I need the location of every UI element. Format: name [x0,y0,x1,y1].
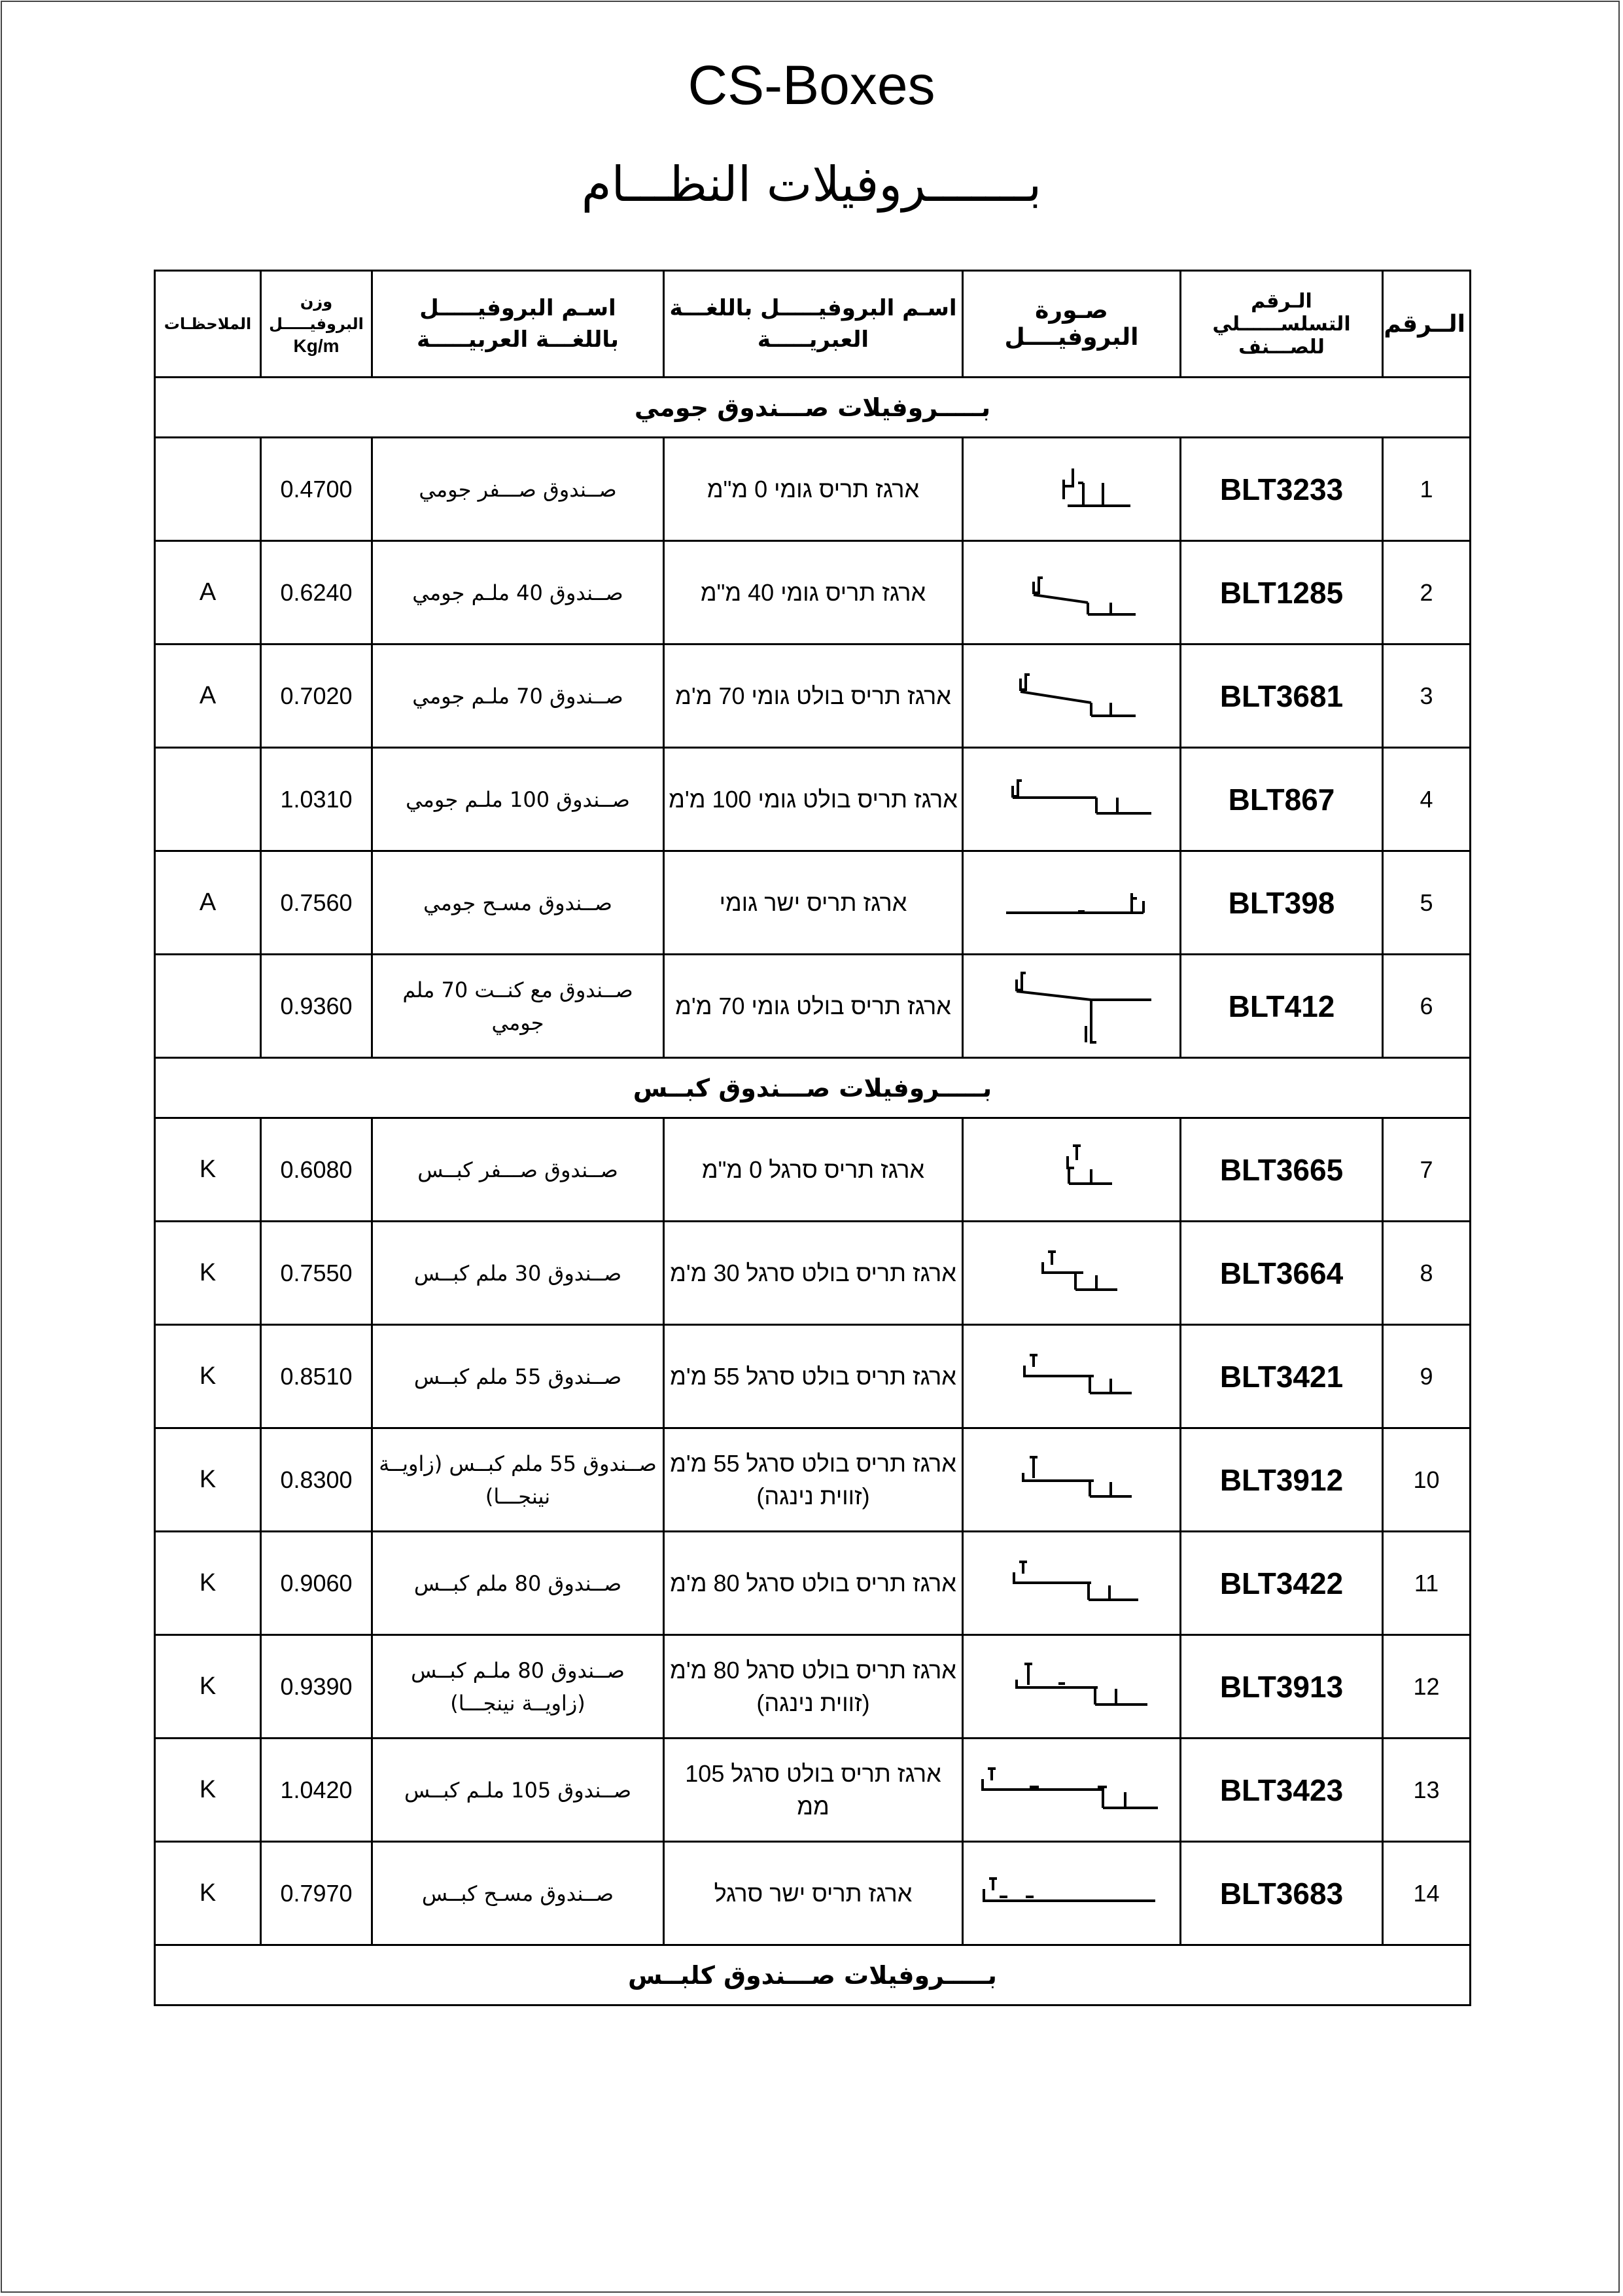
cell-catalog-number: BLT867 [1181,748,1383,851]
cell-notes: K [155,1428,261,1532]
cell-arabic-name: صــندوق صـــفر كبــس [372,1118,664,1222]
cell-number: 13 [1383,1739,1471,1842]
cell-hebrew-name: ארגז תריס בולט סרגל 55 מ'מ (זווית נינגה) [664,1428,963,1532]
cell-arabic-name: صــندوق 105 ملـم كبــس [372,1739,664,1842]
cell-catalog-number: BLT3233 [1181,438,1383,541]
header-weight-unit: Kg/m [293,336,340,356]
cell-catalog-number: BLT3912 [1181,1428,1383,1532]
cell-hebrew-name: ארגז תריס בולט סרגל 80 מ'מ [664,1532,963,1635]
cell-hebrew-name: ארגז תריס סרגל 0 מ"מ [664,1118,963,1222]
cell-catalog-number: BLT3664 [1181,1222,1383,1325]
cell-notes: K [155,1842,261,1945]
cell-hebrew-name: ארגז תריס בולט סרגל 80 מ'מ (זווית נינגה) [664,1635,963,1739]
cell-catalog-number: BLT3681 [1181,645,1383,748]
cell-catalog-number: BLT3422 [1181,1532,1383,1635]
cell-catalog-number: BLT3913 [1181,1635,1383,1739]
cell-number: 11 [1383,1532,1471,1635]
cell-catalog-number: BLT398 [1181,851,1383,955]
profile-drawing-icon [963,1118,1181,1222]
cell-hebrew-name: ארגז תריס גומי 0 מ"מ [664,438,963,541]
cell-arabic-name: صــندوق 100 ملـم جومي [372,748,664,851]
profile-drawing-icon [963,1428,1181,1532]
cell-weight: 0.6080 [261,1118,372,1222]
cell-hebrew-name: ארגז תריס גומי 40 מ"מ [664,541,963,645]
header-weight [261,271,372,378]
cell-number: 1 [1383,438,1471,541]
profile-drawing-icon [963,748,1181,851]
profile-drawing-icon [963,541,1181,645]
cell-catalog-number: BLT3421 [1181,1325,1383,1428]
table-row [155,748,1471,851]
header-hebrew-name: اسـم البروفيـــــل باللغـــة العبريـــــة [664,271,963,378]
table-row [155,438,1471,541]
cell-weight: 1.0420 [261,1739,372,1842]
cell-notes [155,438,261,541]
table-row [155,541,1471,645]
cell-catalog-number: BLT3665 [1181,1118,1383,1222]
table-row [155,1118,1471,1222]
cell-arabic-name: صــندوق مسـح جومي [372,851,664,955]
cell-number: 5 [1383,851,1471,955]
profile-drawing-icon [963,955,1181,1058]
cell-weight: 0.7020 [261,645,372,748]
cell-catalog-number: BLT1285 [1181,541,1383,645]
profile-drawing-icon [963,1222,1181,1325]
section-header-row [155,378,1471,438]
cell-number: 6 [1383,955,1471,1058]
cell-catalog-number: BLT412 [1181,955,1383,1058]
profile-drawing-icon [963,1532,1181,1635]
cell-arabic-name: صــندوق مع كنــت 70 ملم جومي [372,955,664,1058]
table-row [155,955,1471,1058]
cell-notes [155,748,261,851]
cell-weight: 0.9390 [261,1635,372,1739]
cell-number: 8 [1383,1222,1471,1325]
cell-notes: K [155,1118,261,1222]
cell-weight: 0.8300 [261,1428,372,1532]
profile-drawing-icon [963,438,1181,541]
cell-number: 4 [1383,748,1471,851]
table-row [155,645,1471,748]
cell-notes: K [155,1222,261,1325]
cell-weight: 0.8510 [261,1325,372,1428]
cell-arabic-name: صــندوق مسـح كبــس [372,1842,664,1945]
profiles-table [154,270,1471,2006]
cell-arabic-name: صــندوق 30 ملم كبــس [372,1222,664,1325]
cell-hebrew-name: ארגז תריס בולט סרגל 55 מ'מ [664,1325,963,1428]
cell-hebrew-name: ארגז תריס בולט גומי 70 מ'מ [664,955,963,1058]
header-image: صـورة البروفيــــل [963,271,1181,378]
cell-number: 3 [1383,645,1471,748]
table-row [155,1222,1471,1325]
cell-number: 9 [1383,1325,1471,1428]
header-catalog-number: الـرقم التسلســــــلي للصـــنف [1181,271,1383,378]
cell-weight: 1.0310 [261,748,372,851]
header-arabic-name: اسـم البروفيـــــل باللغـــة العربيـــــة [372,271,664,378]
section-header-row [155,1058,1471,1118]
cell-weight: 0.7560 [261,851,372,955]
cell-arabic-name: صــندوق 70 ملـم جومي [372,645,664,748]
cell-number: 10 [1383,1428,1471,1532]
section-title: بـــــروفيلات صـــندوق جومي [155,378,1471,438]
profile-drawing-icon [963,645,1181,748]
cell-notes: K [155,1635,261,1739]
cell-weight: 0.7550 [261,1222,372,1325]
document-subtitle: بـــــــروفيلات النظـــام [581,156,1042,213]
cell-arabic-name: صــندوق 55 ملم كبــس (زاويــة نينجـــا) [372,1428,664,1532]
header-weight-label: وزن البروفيـــــل [269,292,364,333]
section-title: بـــــروفيلات صـــندوق كلبــس [155,1945,1471,2005]
table-row [155,1428,1471,1532]
cell-notes: A [155,645,261,748]
header-number: الــرقم [1383,271,1471,378]
document-title: CS-Boxes [688,54,935,116]
profile-drawing-icon [963,1635,1181,1739]
cell-hebrew-name: ארגז תריס בולט גומי 70 מ'מ [664,645,963,748]
header-notes: الملاحظـات [155,271,261,378]
profile-drawing-icon [963,1842,1181,1945]
cell-notes: K [155,1739,261,1842]
cell-catalog-number: BLT3683 [1181,1842,1383,1945]
table-row [155,1739,1471,1842]
table-header-row [155,271,1471,378]
cell-arabic-name: صــندوق 55 ملم كبــس [372,1325,664,1428]
cell-arabic-name: صــندوق صـــفر جومي [372,438,664,541]
cell-weight: 0.9060 [261,1532,372,1635]
table-row [155,851,1471,955]
cell-hebrew-name: ארגז תריס בולט סרגל 30 מ'מ [664,1222,963,1325]
cell-notes: K [155,1532,261,1635]
cell-hebrew-name: ארגז תריס בולט סרגל 105 ממ [664,1739,963,1842]
section-title: بـــــروفيلات صـــندوق كبــس [155,1058,1471,1118]
cell-arabic-name: صــندوق 80 ملـم كبــس (زاويــة نينجـــا) [372,1635,664,1739]
cell-weight: 0.4700 [261,438,372,541]
profile-drawing-icon [963,851,1181,955]
table-row [155,1325,1471,1428]
cell-notes: A [155,851,261,955]
section-header-row [155,1945,1471,2005]
cell-arabic-name: صــندوق 80 ملم كبــس [372,1532,664,1635]
cell-notes: K [155,1325,261,1428]
cell-weight: 0.6240 [261,541,372,645]
table-row [155,1842,1471,1945]
profile-drawing-icon [963,1325,1181,1428]
cell-hebrew-name: ארגז תריס בולט גומי 100 מ'מ [664,748,963,851]
cell-catalog-number: BLT3423 [1181,1739,1383,1842]
cell-number: 12 [1383,1635,1471,1739]
cell-hebrew-name: ארגז תריס ישר סרגל [664,1842,963,1945]
cell-arabic-name: صــندوق 40 ملـم جومي [372,541,664,645]
cell-hebrew-name: ארגז תריס ישר גומי [664,851,963,955]
cell-weight: 0.7970 [261,1842,372,1945]
cell-number: 2 [1383,541,1471,645]
cell-number: 14 [1383,1842,1471,1945]
table-row [155,1532,1471,1635]
cell-notes [155,955,261,1058]
cell-weight: 0.9360 [261,955,372,1058]
profile-drawing-icon [963,1739,1181,1842]
cell-notes: A [155,541,261,645]
table-row [155,1635,1471,1739]
cell-number: 7 [1383,1118,1471,1222]
